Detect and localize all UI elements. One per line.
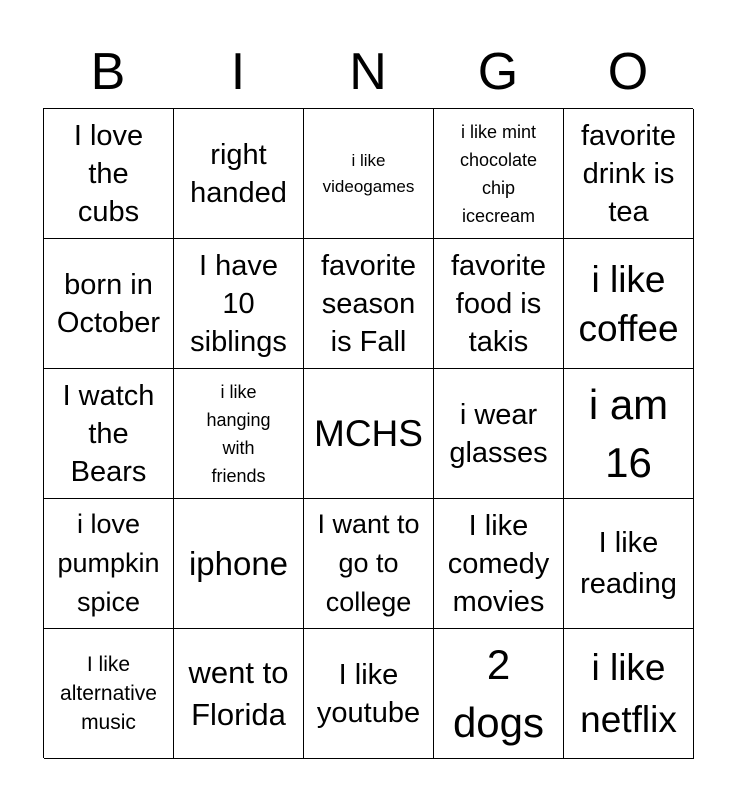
bingo-cell-r4-c2[interactable] <box>174 499 304 629</box>
bingo-board <box>43 108 693 758</box>
bingo-cell-r1-c1[interactable] <box>44 109 174 239</box>
cell-label: I like alternative music <box>60 653 157 734</box>
cell-label: right handed <box>190 138 287 209</box>
cell-label: i like videogames <box>322 150 415 196</box>
bingo-cell-r4-c1[interactable] <box>44 499 174 629</box>
cell-label: favorite food is takis <box>450 249 547 358</box>
cell-label: born in October <box>56 268 161 339</box>
bingo-cell-r5-c2[interactable] <box>174 629 304 759</box>
bingo-cell-r3-c4[interactable] <box>434 369 564 499</box>
cell-label: i like coffee <box>578 258 679 349</box>
cell-label: I love the cubs <box>73 119 144 228</box>
bingo-cell-r2-c2[interactable] <box>174 239 304 369</box>
cell-label: 2 dogs <box>452 640 545 746</box>
bingo-cell-r3-c5[interactable] <box>564 369 694 499</box>
cell-label: i wear glasses <box>449 398 548 469</box>
cell-label: I like youtube <box>316 658 421 729</box>
bingo-cell-r4-c4[interactable] <box>434 499 564 629</box>
bingo-cell-r1-c3[interactable] <box>304 109 434 239</box>
cell-label: i like mint chocolate chip icecream <box>459 121 538 226</box>
bingo-cell-r3-c3[interactable] <box>304 369 434 499</box>
bingo-cell-r5-c4[interactable] <box>434 629 564 759</box>
bingo-cell-r5-c3[interactable] <box>304 629 434 759</box>
bingo-cell-r5-c1[interactable] <box>44 629 174 759</box>
cell-label: I have 10 siblings <box>190 249 287 358</box>
bingo-cell-r3-c1[interactable] <box>44 369 174 499</box>
bingo-cell-r2-c3[interactable] <box>304 239 434 369</box>
cell-label: favorite season is Fall <box>320 249 417 358</box>
cell-label: I like comedy movies <box>447 509 550 618</box>
bingo-cell-r1-c2[interactable] <box>174 109 304 239</box>
bingo-cell-r1-c4[interactable] <box>434 109 564 239</box>
bingo-cell-r2-c4[interactable] <box>434 239 564 369</box>
header-letter-i: I <box>230 43 246 101</box>
header-letter-n: N <box>349 43 387 101</box>
bingo-cell-r2-c1[interactable] <box>44 239 174 369</box>
bingo-cell-r1-c5[interactable] <box>564 109 694 239</box>
bingo-cell-r4-c3[interactable] <box>304 499 434 629</box>
cell-label: I want to go to college <box>317 509 420 617</box>
cell-label: iphone <box>188 545 289 582</box>
cell-label: favorite drink is tea <box>580 119 677 228</box>
bingo-header <box>43 38 693 106</box>
cell-label: I watch the Bears <box>62 379 155 488</box>
cell-label: I like reading <box>580 526 677 600</box>
header-letter-b: B <box>90 43 126 101</box>
cell-label: i like hanging with friends <box>206 381 271 486</box>
bingo-cell-r3-c2[interactable] <box>174 369 304 499</box>
header-letter-o: O <box>607 43 649 101</box>
cell-label: i love pumpkin spice <box>57 509 160 617</box>
bingo-cell-r5-c5[interactable] <box>564 629 694 759</box>
cell-label: MCHS <box>314 413 423 454</box>
cell-label: i like netflix <box>580 646 677 740</box>
bingo-cell-r4-c5[interactable] <box>564 499 694 629</box>
bingo-cell-r2-c5[interactable] <box>564 239 694 369</box>
cell-label: i am 16 <box>588 380 669 486</box>
header-letter-g: G <box>477 43 519 101</box>
cell-label: went to Florida <box>188 654 289 732</box>
